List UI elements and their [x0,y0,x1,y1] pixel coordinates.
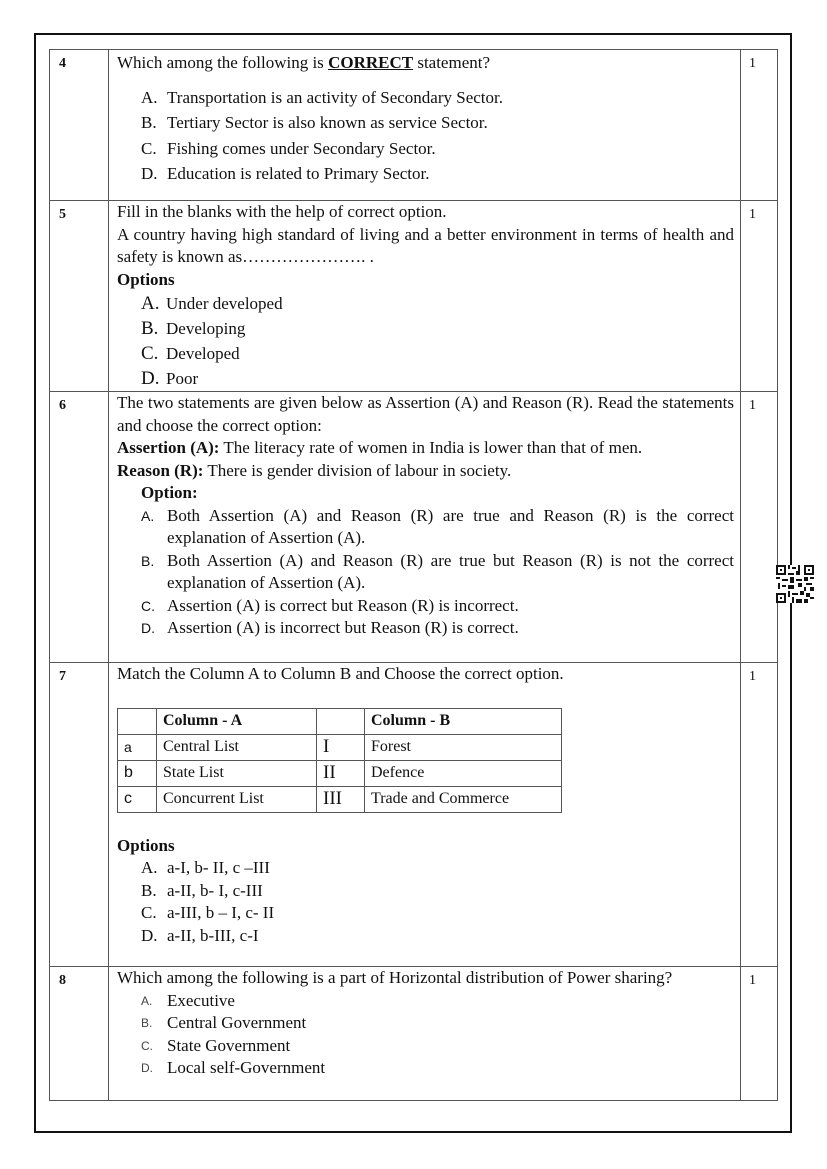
options-label: Option: [141,483,198,502]
options-list [117,857,734,947]
row-key: a [118,734,157,760]
column-b-header: Column - B [365,708,562,734]
options-list [117,85,734,187]
question-marks: 1 [741,967,778,1101]
question-marks: 1 [741,663,778,967]
question-row-5 [50,201,778,392]
options-list [117,505,734,640]
option-b: B. Central Government [141,1013,307,1032]
stem-text: Which among the following is [117,53,329,72]
questions-table [49,49,778,1101]
option-b: B. Tertiary Sector is also known as service Sector. [141,113,488,132]
option-b: B. a-II, b- I, c-III [141,880,263,900]
question-number: 7 [50,663,109,967]
row-key: c [118,786,157,812]
question-row-6 [50,392,778,663]
option-a: A. a-I, b- II, c –III [141,858,270,877]
reason-text: There is gender division of labour in society. [203,460,512,480]
option-d: D. a-II, b-III, c-I [141,925,259,945]
match-cell [317,708,365,734]
option-d: D. Local self-Government [141,1058,326,1077]
option-c: C. Assertion (A) is correct but Reason (R) is incorrect. [141,595,519,615]
option-a: A. Executive [141,990,235,1010]
option-d: D. Poor [141,368,199,389]
question-body [109,663,741,967]
question-stem [117,52,734,75]
options-label: Options [117,835,175,855]
column-a-cell: Central List [157,734,317,760]
question-number: 5 [50,201,109,392]
question-instruction: Fill in the blanks with the help of correct option. [117,202,447,221]
question-row-4 [50,50,778,201]
option-d: D. Assertion (A) is incorrect but Reason (R) is correct. [141,618,519,637]
roman-numeral: II [317,760,365,786]
question-row-8 [50,967,778,1101]
roman-numeral: I [317,734,365,760]
column-a-cell: State List [157,760,317,786]
option-c: C. a-III, b – I, c- II [141,903,275,922]
question-body [109,392,741,663]
column-b-cell: Trade and Commerce [365,786,562,812]
match-header-row [118,708,562,734]
match-row [118,786,562,812]
option-a: A. Both Assertion (A) and Reason (R) are true and Reason (R) is the correct explanation of Assertion (A). [141,505,734,547]
question-body [109,967,741,1101]
question-stem: Which among the following is a part of Horizontal distribution of Power sharing? [117,968,673,987]
column-b-cell: Forest [365,734,562,760]
assertion [117,437,734,460]
option-a: A. Under developed [141,293,283,314]
question-body [109,201,741,392]
column-a-header: Column - A [157,708,317,734]
question-marks: 1 [741,50,778,201]
option-c: C. Fishing comes under Secondary Sector. [141,138,436,158]
options-list [117,990,734,1080]
option-c: C. State Government [141,1035,291,1055]
roman-numeral: III [317,786,365,812]
question-row-7 [50,663,778,967]
qr-code-icon [776,565,814,603]
question-number: 8 [50,967,109,1101]
stem-text: statement? [413,53,491,72]
question-body [109,50,741,201]
question-stem: Match the Column A to Column B and Choose the correct option. [117,664,564,683]
question-stem: A country having high standard of living and a better environment in terms of health and safety is known as…………………. . [117,224,734,266]
reason [117,460,734,483]
column-a-cell: Concurrent List [157,786,317,812]
row-key: b [118,760,157,786]
option-b: B. Developing [141,318,246,339]
assertion-label: Assertion (A): [117,438,220,457]
option-a: A. Transportation is an activity of Secondary Sector. [141,87,504,107]
match-row [118,760,562,786]
stem-emphasis: CORRECT [328,53,414,72]
question-stem: The two statements are given below as Assertion (A) and Reason (R). Read the statements and choose the correct option: [117,393,734,435]
options-label: Options [117,269,175,289]
question-number: 4 [50,50,109,201]
assertion-text: The literacy rate of women in India is lower than that of men. [219,438,643,457]
match-cell [118,708,157,734]
match-row [118,734,562,760]
option-b: B. Both Assertion (A) and Reason (R) are true but Reason (R) is not the correct explanation of Assertion (A). [141,550,734,592]
match-table [117,708,562,813]
option-d: D. Education is related to Primary Sector. [141,164,430,183]
column-b-cell: Defence [365,760,562,786]
reason-label: Reason (R): [117,460,204,480]
question-number: 6 [50,392,109,663]
option-c: C. Developed [141,343,240,364]
options-list [117,291,734,391]
question-marks: 1 [741,201,778,392]
question-marks: 1 [741,392,778,663]
